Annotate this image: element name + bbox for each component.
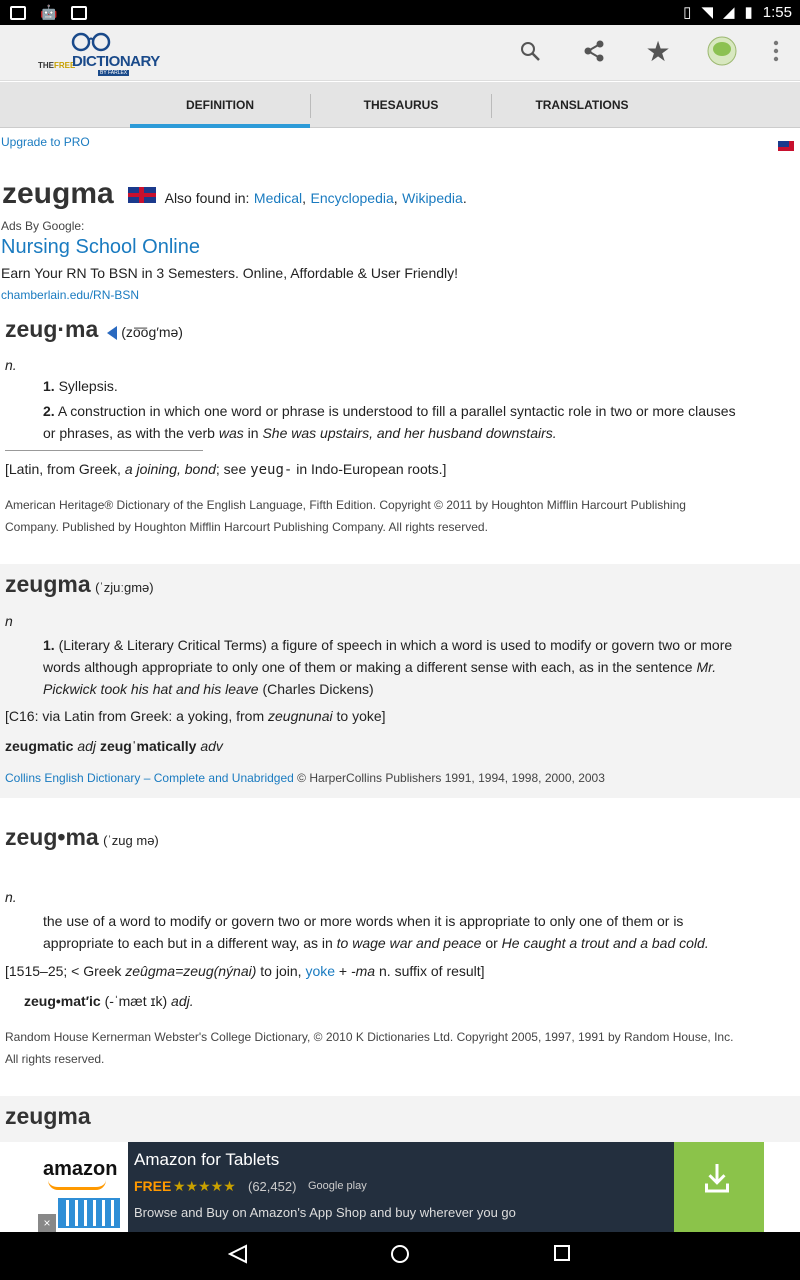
battery-icon: ▮ xyxy=(744,4,753,21)
rhk-pronunciation: (ˈzug mə) xyxy=(103,833,159,848)
banner-free: FREE xyxy=(134,1178,172,1194)
star-icon[interactable]: ★ xyxy=(645,35,671,67)
banner-title: Amazon for Tablets xyxy=(134,1150,280,1169)
rhk-pos: n. xyxy=(5,889,17,905)
back-icon[interactable] xyxy=(228,1244,248,1264)
headword-row: zeugma Also found in: Medical, Encyclopedia, Wikipedia. xyxy=(2,177,467,210)
tab-thesaurus[interactable]: THESAURUS xyxy=(363,98,439,112)
vibrate-icon: ▯ xyxy=(683,4,692,21)
divider xyxy=(5,450,203,451)
collins-entry-header xyxy=(5,571,154,598)
ad-url-link[interactable]: chamberlain.edu/RN-BSN xyxy=(1,288,140,302)
banner-description: Browse and Buy on Amazon's App Shop and buy wherever you go xyxy=(134,1205,516,1220)
download-button[interactable] xyxy=(674,1142,764,1232)
collins-etymology: [C16: via Latin from Greek: a yoking, from zeugnunai to yoke] xyxy=(5,708,386,724)
tab-bar xyxy=(0,82,800,128)
tab-translations[interactable]: TRANSLATIONS xyxy=(535,98,629,112)
collins-source: Collins English Dictionary – Complete and Unabridged © HarperCollins Publishers 1991, 1994, 1998, 2000, 2003 xyxy=(5,771,605,785)
yoke-link[interactable]: yoke xyxy=(305,963,336,979)
rhk-copyright: Random House Kernerman Webster's College Dictionary, © 2010 K Dictionaries Ltd. Copyright 2005, 1997, 1991 by Random House, Inc. All rights reserved. xyxy=(5,1030,734,1066)
rhk-entry-header xyxy=(5,824,159,851)
collins-source-link[interactable]: Collins English Dictionary – Complete and Unabridged xyxy=(5,771,294,785)
collins-pos: n xyxy=(5,613,13,629)
amazon-smile-icon xyxy=(48,1180,106,1190)
ahd-copyright: American Heritage® Dictionary of the English Language, Fifth Edition. Copyright © 2011 by Houghton Mifflin Harcourt Publishing Company. Published by Houghton Mifflin Harcourt Publishing Company. All rights reserved. xyxy=(5,498,686,534)
logo-the: THE xyxy=(38,61,54,70)
image-icon xyxy=(71,6,87,20)
ahd-headword: zeug·ma xyxy=(5,316,99,342)
cart-icon xyxy=(58,1198,120,1228)
amazon-banner-ad[interactable] xyxy=(38,1142,764,1232)
rating-stars-icon: ★★★★★ xyxy=(173,1178,236,1194)
also-link-medical[interactable]: Medical xyxy=(253,190,303,206)
app-bar xyxy=(0,25,800,81)
search-icon[interactable] xyxy=(514,35,546,67)
banner-rating-count: (62,452) xyxy=(248,1179,297,1194)
gmail-icon xyxy=(10,6,26,20)
also-link-encyclopedia[interactable]: Encyclopedia xyxy=(310,190,394,206)
amazon-brand: amazon xyxy=(43,1158,118,1180)
next-entry xyxy=(0,1096,800,1142)
rhk-headword: zeug•ma xyxy=(5,824,99,850)
upgrade-link[interactable]: Upgrade to PRO xyxy=(1,135,90,149)
wifi-icon: ◥ xyxy=(701,4,713,21)
ahd-def-1: 1. Syllepsis. xyxy=(43,378,118,394)
rhk-etymology: [1515–25; < Greek zeûgma=zeug(nýnai) to join, yoke + -ma n. suffix of result] xyxy=(5,963,485,979)
collins-derivatives: zeugmatic adj zeugˈmatically adv xyxy=(5,738,223,754)
also-link-wikipedia[interactable]: Wikipedia xyxy=(402,190,463,206)
collins-headword: zeugma xyxy=(5,571,91,597)
next-headword: zeugma xyxy=(5,1103,91,1129)
brain-icon[interactable] xyxy=(706,35,738,67)
home-icon[interactable] xyxy=(390,1244,410,1264)
share-icon[interactable] xyxy=(578,35,610,67)
ahd-pronunciation: (zo͞og′mə) xyxy=(121,324,183,340)
logo-dictionary: DICTIONARY xyxy=(72,53,160,70)
ad-body: Earn Your RN To BSN in 3 Semesters. Online, Affordable & User Friendly! xyxy=(1,265,459,281)
google-play-icon: Google play xyxy=(308,1180,367,1192)
ahd-def-2: 2. A construction in which one word or phrase is understood to fill a parallel syntactic role in two or more clauses or phrases, as with the verb was in She was upstairs, and her husband downstairs. xyxy=(43,403,736,441)
ahd-etymology: [Latin, from Greek, a joining, bond; see yeug- in Indo-European roots.] xyxy=(5,461,447,478)
rhk-def: the use of a word to modify or govern two or more words when it is appropriate to only one of them or is appropriate to each but in a different way, as in to wage war and peace or He caught a trout and a bad cold. xyxy=(43,913,709,951)
system-nav-bar xyxy=(0,1232,800,1280)
ad-title-link[interactable]: Nursing School Online xyxy=(1,236,200,258)
overflow-menu-icon[interactable] xyxy=(770,35,782,67)
rhk-derivative: zeug•mat′ic (-ˈmæt ɪk) adj. xyxy=(24,993,194,1009)
page-title: zeugma xyxy=(2,177,114,210)
close-ad-button[interactable]: × xyxy=(38,1214,56,1232)
speaker-icon[interactable] xyxy=(107,326,117,340)
download-icon xyxy=(702,1164,732,1194)
ahd-pos: n. xyxy=(5,357,17,373)
ads-label: Ads By Google: xyxy=(1,219,85,233)
android-icon: 🤖 xyxy=(40,4,58,20)
glasses-icon xyxy=(70,31,112,53)
signal-icon: ◢ xyxy=(722,4,735,21)
tab-definition[interactable]: DEFINITION xyxy=(130,82,310,128)
uk-flag-icon[interactable] xyxy=(778,137,794,147)
definition-content xyxy=(0,129,800,1142)
pronunciation-flag-icon[interactable] xyxy=(128,187,156,203)
logo-free: FREE xyxy=(54,61,76,70)
amazon-logo xyxy=(38,1142,128,1232)
also-found-label: Also found in: xyxy=(164,190,250,206)
app-logo[interactable] xyxy=(36,31,160,76)
recents-icon[interactable] xyxy=(553,1244,571,1262)
clock: 1:55 xyxy=(762,3,792,21)
collins-pronunciation: (ˈzjuːɡmə) xyxy=(95,580,154,595)
collins-def-1: 1. (Literary & Literary Critical Terms) a figure of speech in which a word is used to modify or govern two or more words although appropriate to only one of them or making a different sense with each, as in the sentence Mr. Pickwick took his hat and his leave (Charles Dickens) xyxy=(43,637,733,697)
logo-farlex: BY FARLEX xyxy=(100,70,128,76)
ahd-entry-header xyxy=(5,316,183,343)
status-bar xyxy=(0,0,800,25)
